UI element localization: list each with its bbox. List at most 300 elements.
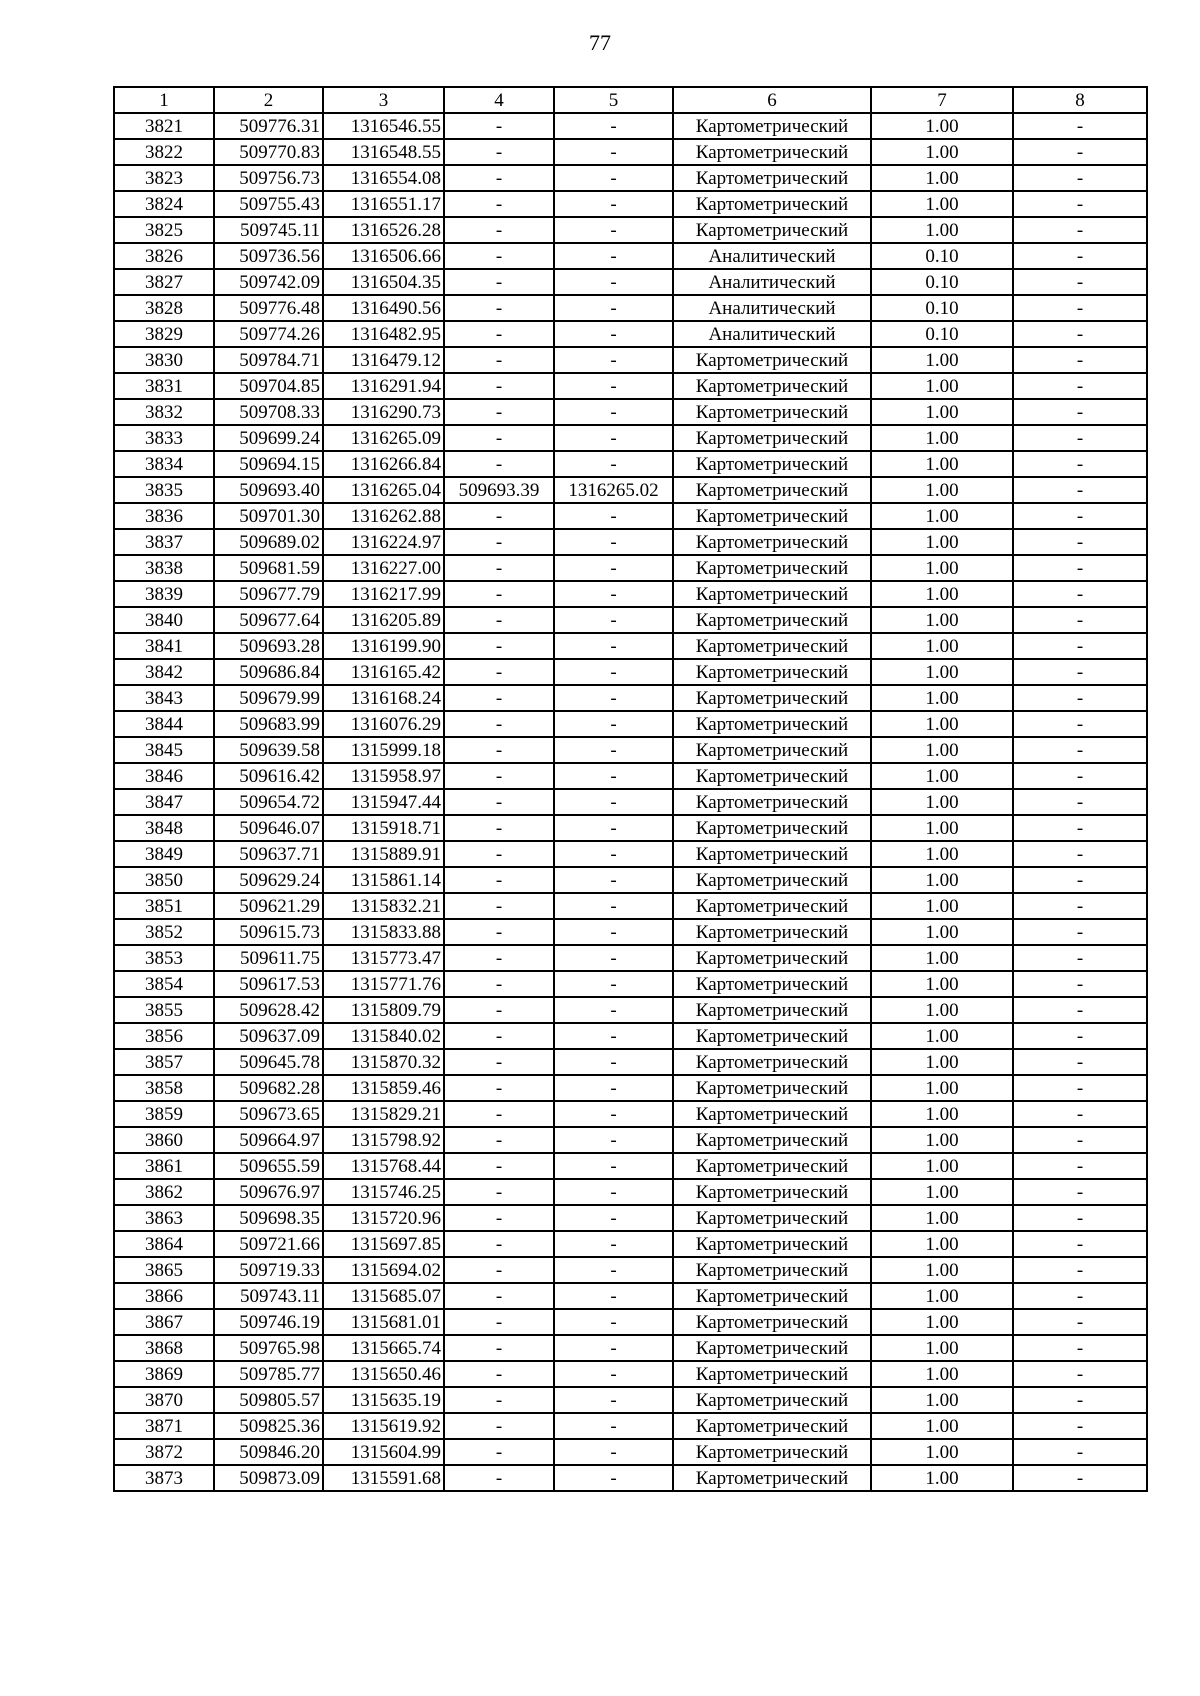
old-x-coordinate-cell: - bbox=[444, 607, 554, 633]
table-row bbox=[114, 1101, 1147, 1127]
point-number-cell: 3830 bbox=[114, 347, 214, 373]
accuracy-cell: 1.00 bbox=[871, 607, 1013, 633]
description-cell: - bbox=[1013, 139, 1147, 165]
accuracy-cell: 1.00 bbox=[871, 815, 1013, 841]
accuracy-cell: 1.00 bbox=[871, 1049, 1013, 1075]
method-cell: Картометрический bbox=[673, 1179, 871, 1205]
y-coordinate-cell: 1316482.95 bbox=[323, 321, 444, 347]
old-y-coordinate-cell: - bbox=[554, 763, 673, 789]
old-y-coordinate-cell: - bbox=[554, 529, 673, 555]
x-coordinate-cell: 509664.97 bbox=[214, 1127, 323, 1153]
description-cell: - bbox=[1013, 789, 1147, 815]
point-number-cell: 3864 bbox=[114, 1231, 214, 1257]
description-cell: - bbox=[1013, 1257, 1147, 1283]
old-y-coordinate-cell: - bbox=[554, 425, 673, 451]
old-y-coordinate-cell: - bbox=[554, 919, 673, 945]
table-row bbox=[114, 763, 1147, 789]
description-cell: - bbox=[1013, 997, 1147, 1023]
description-cell: - bbox=[1013, 607, 1147, 633]
y-coordinate-cell: 1315999.18 bbox=[323, 737, 444, 763]
method-cell: Картометрический bbox=[673, 763, 871, 789]
old-y-coordinate-cell: - bbox=[554, 971, 673, 997]
method-cell: Картометрический bbox=[673, 711, 871, 737]
old-x-coordinate-cell: - bbox=[444, 945, 554, 971]
y-coordinate-cell: 1315859.46 bbox=[323, 1075, 444, 1101]
x-coordinate-cell: 509755.43 bbox=[214, 191, 323, 217]
table-row bbox=[114, 659, 1147, 685]
description-cell: - bbox=[1013, 451, 1147, 477]
point-number-cell: 3840 bbox=[114, 607, 214, 633]
y-coordinate-cell: 1316291.94 bbox=[323, 373, 444, 399]
accuracy-cell: 1.00 bbox=[871, 451, 1013, 477]
y-coordinate-cell: 1315947.44 bbox=[323, 789, 444, 815]
y-coordinate-cell: 1316554.08 bbox=[323, 165, 444, 191]
table-row bbox=[114, 1049, 1147, 1075]
old-x-coordinate-cell: - bbox=[444, 1023, 554, 1049]
accuracy-cell: 1.00 bbox=[871, 1153, 1013, 1179]
table-body bbox=[114, 113, 1147, 1491]
point-number-cell: 3861 bbox=[114, 1153, 214, 1179]
y-coordinate-cell: 1316076.29 bbox=[323, 711, 444, 737]
old-y-coordinate-cell: - bbox=[554, 503, 673, 529]
old-x-coordinate-cell: - bbox=[444, 1127, 554, 1153]
accuracy-cell: 0.10 bbox=[871, 321, 1013, 347]
table-row bbox=[114, 607, 1147, 633]
y-coordinate-cell: 1316526.28 bbox=[323, 217, 444, 243]
old-y-coordinate-cell: - bbox=[554, 399, 673, 425]
old-y-coordinate-cell: - bbox=[554, 1257, 673, 1283]
y-coordinate-cell: 1315650.46 bbox=[323, 1361, 444, 1387]
old-y-coordinate-cell: - bbox=[554, 815, 673, 841]
y-coordinate-cell: 1316551.17 bbox=[323, 191, 444, 217]
method-cell: Картометрический bbox=[673, 737, 871, 763]
point-number-cell: 3857 bbox=[114, 1049, 214, 1075]
old-x-coordinate-cell: - bbox=[444, 633, 554, 659]
table-row bbox=[114, 1205, 1147, 1231]
description-cell: - bbox=[1013, 763, 1147, 789]
accuracy-cell: 1.00 bbox=[871, 789, 1013, 815]
method-cell: Картометрический bbox=[673, 1049, 871, 1075]
y-coordinate-cell: 1316262.88 bbox=[323, 503, 444, 529]
old-y-coordinate-cell: - bbox=[554, 1153, 673, 1179]
method-cell: Картометрический bbox=[673, 815, 871, 841]
accuracy-cell: 1.00 bbox=[871, 945, 1013, 971]
accuracy-cell: 0.10 bbox=[871, 243, 1013, 269]
old-y-coordinate-cell: - bbox=[554, 373, 673, 399]
old-y-coordinate-cell: - bbox=[554, 1231, 673, 1257]
y-coordinate-cell: 1316224.97 bbox=[323, 529, 444, 555]
table-row bbox=[114, 945, 1147, 971]
description-cell: - bbox=[1013, 711, 1147, 737]
description-cell: - bbox=[1013, 1153, 1147, 1179]
old-y-coordinate-cell: - bbox=[554, 997, 673, 1023]
table-row bbox=[114, 295, 1147, 321]
description-cell: - bbox=[1013, 1413, 1147, 1439]
accuracy-cell: 1.00 bbox=[871, 841, 1013, 867]
y-coordinate-cell: 1315829.21 bbox=[323, 1101, 444, 1127]
y-coordinate-cell: 1315798.92 bbox=[323, 1127, 444, 1153]
description-cell: - bbox=[1013, 165, 1147, 191]
old-y-coordinate-cell: - bbox=[554, 1049, 673, 1075]
description-cell: - bbox=[1013, 737, 1147, 763]
old-y-coordinate-cell: - bbox=[554, 113, 673, 139]
point-number-cell: 3836 bbox=[114, 503, 214, 529]
y-coordinate-cell: 1315685.07 bbox=[323, 1283, 444, 1309]
method-cell: Картометрический bbox=[673, 1257, 871, 1283]
accuracy-cell: 1.00 bbox=[871, 1309, 1013, 1335]
description-cell: - bbox=[1013, 503, 1147, 529]
table-row bbox=[114, 243, 1147, 269]
column-header: 1 bbox=[114, 87, 214, 113]
old-x-coordinate-cell: - bbox=[444, 659, 554, 685]
table-row bbox=[114, 971, 1147, 997]
old-x-coordinate-cell: - bbox=[444, 581, 554, 607]
description-cell: - bbox=[1013, 217, 1147, 243]
accuracy-cell: 1.00 bbox=[871, 555, 1013, 581]
description-cell: - bbox=[1013, 1127, 1147, 1153]
page-number: 77 bbox=[589, 30, 611, 55]
table-row bbox=[114, 997, 1147, 1023]
old-x-coordinate-cell: - bbox=[444, 425, 554, 451]
table-row bbox=[114, 737, 1147, 763]
old-y-coordinate-cell: - bbox=[554, 1361, 673, 1387]
description-cell: - bbox=[1013, 815, 1147, 841]
old-x-coordinate-cell: - bbox=[444, 555, 554, 581]
table-row bbox=[114, 217, 1147, 243]
description-cell: - bbox=[1013, 1205, 1147, 1231]
old-y-coordinate-cell: - bbox=[554, 1127, 673, 1153]
table-row bbox=[114, 1283, 1147, 1309]
method-cell: Аналитический bbox=[673, 321, 871, 347]
point-number-cell: 3834 bbox=[114, 451, 214, 477]
old-x-coordinate-cell: 509693.39 bbox=[444, 477, 554, 503]
method-cell: Картометрический bbox=[673, 1153, 871, 1179]
old-y-coordinate-cell: - bbox=[554, 139, 673, 165]
x-coordinate-cell: 509637.71 bbox=[214, 841, 323, 867]
accuracy-cell: 1.00 bbox=[871, 867, 1013, 893]
x-coordinate-cell: 509639.58 bbox=[214, 737, 323, 763]
y-coordinate-cell: 1315665.74 bbox=[323, 1335, 444, 1361]
old-y-coordinate-cell: - bbox=[554, 581, 673, 607]
x-coordinate-cell: 509611.75 bbox=[214, 945, 323, 971]
x-coordinate-cell: 509683.99 bbox=[214, 711, 323, 737]
table-row bbox=[114, 1439, 1147, 1465]
old-y-coordinate-cell: - bbox=[554, 321, 673, 347]
y-coordinate-cell: 1316479.12 bbox=[323, 347, 444, 373]
accuracy-cell: 1.00 bbox=[871, 139, 1013, 165]
old-x-coordinate-cell: - bbox=[444, 503, 554, 529]
old-y-coordinate-cell: - bbox=[554, 841, 673, 867]
table-row bbox=[114, 1387, 1147, 1413]
old-y-coordinate-cell: - bbox=[554, 1439, 673, 1465]
y-coordinate-cell: 1316506.66 bbox=[323, 243, 444, 269]
table-row bbox=[114, 425, 1147, 451]
method-cell: Картометрический bbox=[673, 113, 871, 139]
accuracy-cell: 1.00 bbox=[871, 1205, 1013, 1231]
old-x-coordinate-cell: - bbox=[444, 269, 554, 295]
description-cell: - bbox=[1013, 347, 1147, 373]
table-row bbox=[114, 1413, 1147, 1439]
old-y-coordinate-cell: - bbox=[554, 1283, 673, 1309]
point-number-cell: 3827 bbox=[114, 269, 214, 295]
table-row bbox=[114, 893, 1147, 919]
x-coordinate-cell: 509805.57 bbox=[214, 1387, 323, 1413]
old-x-coordinate-cell: - bbox=[444, 217, 554, 243]
point-number-cell: 3846 bbox=[114, 763, 214, 789]
point-number-cell: 3872 bbox=[114, 1439, 214, 1465]
y-coordinate-cell: 1316504.35 bbox=[323, 269, 444, 295]
description-cell: - bbox=[1013, 191, 1147, 217]
x-coordinate-cell: 509646.07 bbox=[214, 815, 323, 841]
method-cell: Картометрический bbox=[673, 399, 871, 425]
accuracy-cell: 1.00 bbox=[871, 503, 1013, 529]
description-cell: - bbox=[1013, 113, 1147, 139]
y-coordinate-cell: 1315694.02 bbox=[323, 1257, 444, 1283]
point-number-cell: 3822 bbox=[114, 139, 214, 165]
table-row bbox=[114, 347, 1147, 373]
old-x-coordinate-cell: - bbox=[444, 1439, 554, 1465]
old-x-coordinate-cell: - bbox=[444, 1283, 554, 1309]
x-coordinate-cell: 509615.73 bbox=[214, 919, 323, 945]
x-coordinate-cell: 509645.78 bbox=[214, 1049, 323, 1075]
method-cell: Картометрический bbox=[673, 841, 871, 867]
method-cell: Картометрический bbox=[673, 1283, 871, 1309]
x-coordinate-cell: 509689.02 bbox=[214, 529, 323, 555]
old-y-coordinate-cell: - bbox=[554, 165, 673, 191]
method-cell: Картометрический bbox=[673, 1335, 871, 1361]
old-x-coordinate-cell: - bbox=[444, 919, 554, 945]
accuracy-cell: 1.00 bbox=[871, 165, 1013, 191]
y-coordinate-cell: 1315918.71 bbox=[323, 815, 444, 841]
x-coordinate-cell: 509693.28 bbox=[214, 633, 323, 659]
table-row bbox=[114, 1231, 1147, 1257]
old-x-coordinate-cell: - bbox=[444, 1387, 554, 1413]
x-coordinate-cell: 509701.30 bbox=[214, 503, 323, 529]
table-row bbox=[114, 633, 1147, 659]
point-number-cell: 3842 bbox=[114, 659, 214, 685]
point-number-cell: 3845 bbox=[114, 737, 214, 763]
x-coordinate-cell: 509681.59 bbox=[214, 555, 323, 581]
table-row bbox=[114, 113, 1147, 139]
description-cell: - bbox=[1013, 269, 1147, 295]
method-cell: Аналитический bbox=[673, 243, 871, 269]
table-row bbox=[114, 191, 1147, 217]
table-row bbox=[114, 1309, 1147, 1335]
x-coordinate-cell: 509743.11 bbox=[214, 1283, 323, 1309]
point-number-cell: 3859 bbox=[114, 1101, 214, 1127]
accuracy-cell: 1.00 bbox=[871, 1075, 1013, 1101]
accuracy-cell: 1.00 bbox=[871, 997, 1013, 1023]
y-coordinate-cell: 1315870.32 bbox=[323, 1049, 444, 1075]
table-row bbox=[114, 581, 1147, 607]
description-cell: - bbox=[1013, 1387, 1147, 1413]
point-number-cell: 3821 bbox=[114, 113, 214, 139]
description-cell: - bbox=[1013, 1283, 1147, 1309]
old-x-coordinate-cell: - bbox=[444, 971, 554, 997]
table-row bbox=[114, 1153, 1147, 1179]
x-coordinate-cell: 509745.11 bbox=[214, 217, 323, 243]
description-cell: - bbox=[1013, 633, 1147, 659]
y-coordinate-cell: 1316168.24 bbox=[323, 685, 444, 711]
table-row bbox=[114, 789, 1147, 815]
old-x-coordinate-cell: - bbox=[444, 529, 554, 555]
old-y-coordinate-cell: - bbox=[554, 217, 673, 243]
table-row bbox=[114, 1075, 1147, 1101]
old-y-coordinate-cell: - bbox=[554, 1075, 673, 1101]
point-number-cell: 3837 bbox=[114, 529, 214, 555]
method-cell: Картометрический bbox=[673, 945, 871, 971]
accuracy-cell: 1.00 bbox=[871, 1283, 1013, 1309]
old-y-coordinate-cell: - bbox=[554, 1387, 673, 1413]
column-header: 4 bbox=[444, 87, 554, 113]
accuracy-cell: 1.00 bbox=[871, 763, 1013, 789]
x-coordinate-cell: 509677.79 bbox=[214, 581, 323, 607]
table-row bbox=[114, 1465, 1147, 1491]
y-coordinate-cell: 1316165.42 bbox=[323, 659, 444, 685]
method-cell: Картометрический bbox=[673, 477, 871, 503]
description-cell: - bbox=[1013, 919, 1147, 945]
old-x-coordinate-cell: - bbox=[444, 997, 554, 1023]
description-cell: - bbox=[1013, 1361, 1147, 1387]
old-y-coordinate-cell: - bbox=[554, 269, 673, 295]
description-cell: - bbox=[1013, 555, 1147, 581]
description-cell: - bbox=[1013, 1465, 1147, 1491]
x-coordinate-cell: 509629.24 bbox=[214, 867, 323, 893]
x-coordinate-cell: 509785.77 bbox=[214, 1361, 323, 1387]
method-cell: Картометрический bbox=[673, 659, 871, 685]
column-header: 3 bbox=[323, 87, 444, 113]
y-coordinate-cell: 1316205.89 bbox=[323, 607, 444, 633]
x-coordinate-cell: 509628.42 bbox=[214, 997, 323, 1023]
accuracy-cell: 1.00 bbox=[871, 1361, 1013, 1387]
point-number-cell: 3835 bbox=[114, 477, 214, 503]
x-coordinate-cell: 509708.33 bbox=[214, 399, 323, 425]
point-number-cell: 3866 bbox=[114, 1283, 214, 1309]
description-cell: - bbox=[1013, 659, 1147, 685]
description-cell: - bbox=[1013, 477, 1147, 503]
old-x-coordinate-cell: - bbox=[444, 893, 554, 919]
point-number-cell: 3826 bbox=[114, 243, 214, 269]
y-coordinate-cell: 1315889.91 bbox=[323, 841, 444, 867]
point-number-cell: 3855 bbox=[114, 997, 214, 1023]
description-cell: - bbox=[1013, 243, 1147, 269]
description-cell: - bbox=[1013, 867, 1147, 893]
x-coordinate-cell: 509719.33 bbox=[214, 1257, 323, 1283]
method-cell: Картометрический bbox=[673, 1465, 871, 1491]
point-number-cell: 3854 bbox=[114, 971, 214, 997]
point-number-cell: 3860 bbox=[114, 1127, 214, 1153]
point-number-cell: 3829 bbox=[114, 321, 214, 347]
method-cell: Картометрический bbox=[673, 217, 871, 243]
old-x-coordinate-cell: - bbox=[444, 451, 554, 477]
table-row bbox=[114, 1257, 1147, 1283]
x-coordinate-cell: 509654.72 bbox=[214, 789, 323, 815]
method-cell: Картометрический bbox=[673, 191, 871, 217]
description-cell: - bbox=[1013, 373, 1147, 399]
x-coordinate-cell: 509686.84 bbox=[214, 659, 323, 685]
column-header: 2 bbox=[214, 87, 323, 113]
point-number-cell: 3832 bbox=[114, 399, 214, 425]
y-coordinate-cell: 1315604.99 bbox=[323, 1439, 444, 1465]
method-cell: Картометрический bbox=[673, 1205, 871, 1231]
accuracy-cell: 1.00 bbox=[871, 659, 1013, 685]
old-x-coordinate-cell: - bbox=[444, 295, 554, 321]
point-number-cell: 3848 bbox=[114, 815, 214, 841]
point-number-cell: 3871 bbox=[114, 1413, 214, 1439]
y-coordinate-cell: 1316548.55 bbox=[323, 139, 444, 165]
old-y-coordinate-cell: - bbox=[554, 945, 673, 971]
old-x-coordinate-cell: - bbox=[444, 1231, 554, 1257]
old-y-coordinate-cell: - bbox=[554, 1335, 673, 1361]
old-x-coordinate-cell: - bbox=[444, 1075, 554, 1101]
point-number-cell: 3824 bbox=[114, 191, 214, 217]
old-x-coordinate-cell: - bbox=[444, 399, 554, 425]
table-row bbox=[114, 1179, 1147, 1205]
description-cell: - bbox=[1013, 1101, 1147, 1127]
accuracy-cell: 1.00 bbox=[871, 113, 1013, 139]
description-cell: - bbox=[1013, 399, 1147, 425]
y-coordinate-cell: 1315809.79 bbox=[323, 997, 444, 1023]
method-cell: Картометрический bbox=[673, 529, 871, 555]
y-coordinate-cell: 1315832.21 bbox=[323, 893, 444, 919]
old-y-coordinate-cell: - bbox=[554, 633, 673, 659]
old-x-coordinate-cell: - bbox=[444, 1309, 554, 1335]
accuracy-cell: 1.00 bbox=[871, 1023, 1013, 1049]
description-cell: - bbox=[1013, 529, 1147, 555]
description-cell: - bbox=[1013, 1231, 1147, 1257]
old-x-coordinate-cell: - bbox=[444, 1205, 554, 1231]
method-cell: Картометрический bbox=[673, 451, 871, 477]
point-number-cell: 3868 bbox=[114, 1335, 214, 1361]
point-number-cell: 3852 bbox=[114, 919, 214, 945]
table-row bbox=[114, 1023, 1147, 1049]
accuracy-cell: 1.00 bbox=[871, 347, 1013, 373]
table-row bbox=[114, 1361, 1147, 1387]
accuracy-cell: 1.00 bbox=[871, 711, 1013, 737]
old-y-coordinate-cell: - bbox=[554, 867, 673, 893]
y-coordinate-cell: 1315861.14 bbox=[323, 867, 444, 893]
x-coordinate-cell: 509784.71 bbox=[214, 347, 323, 373]
accuracy-cell: 1.00 bbox=[871, 1231, 1013, 1257]
x-coordinate-cell: 509825.36 bbox=[214, 1413, 323, 1439]
old-x-coordinate-cell: - bbox=[444, 867, 554, 893]
x-coordinate-cell: 509742.09 bbox=[214, 269, 323, 295]
method-cell: Картометрический bbox=[673, 425, 871, 451]
accuracy-cell: 1.00 bbox=[871, 529, 1013, 555]
point-number-cell: 3833 bbox=[114, 425, 214, 451]
method-cell: Картометрический bbox=[673, 1387, 871, 1413]
accuracy-cell: 1.00 bbox=[871, 1127, 1013, 1153]
x-coordinate-cell: 509616.42 bbox=[214, 763, 323, 789]
table-row bbox=[114, 711, 1147, 737]
point-number-cell: 3825 bbox=[114, 217, 214, 243]
point-number-cell: 3862 bbox=[114, 1179, 214, 1205]
old-x-coordinate-cell: - bbox=[444, 1361, 554, 1387]
x-coordinate-cell: 509704.85 bbox=[214, 373, 323, 399]
accuracy-cell: 1.00 bbox=[871, 1179, 1013, 1205]
description-cell: - bbox=[1013, 685, 1147, 711]
table-row bbox=[114, 321, 1147, 347]
y-coordinate-cell: 1316227.00 bbox=[323, 555, 444, 581]
method-cell: Картометрический bbox=[673, 555, 871, 581]
old-x-coordinate-cell: - bbox=[444, 1335, 554, 1361]
method-cell: Картометрический bbox=[673, 373, 871, 399]
x-coordinate-cell: 509637.09 bbox=[214, 1023, 323, 1049]
method-cell: Картометрический bbox=[673, 1439, 871, 1465]
accuracy-cell: 1.00 bbox=[871, 425, 1013, 451]
table-row bbox=[114, 503, 1147, 529]
table-row bbox=[114, 685, 1147, 711]
